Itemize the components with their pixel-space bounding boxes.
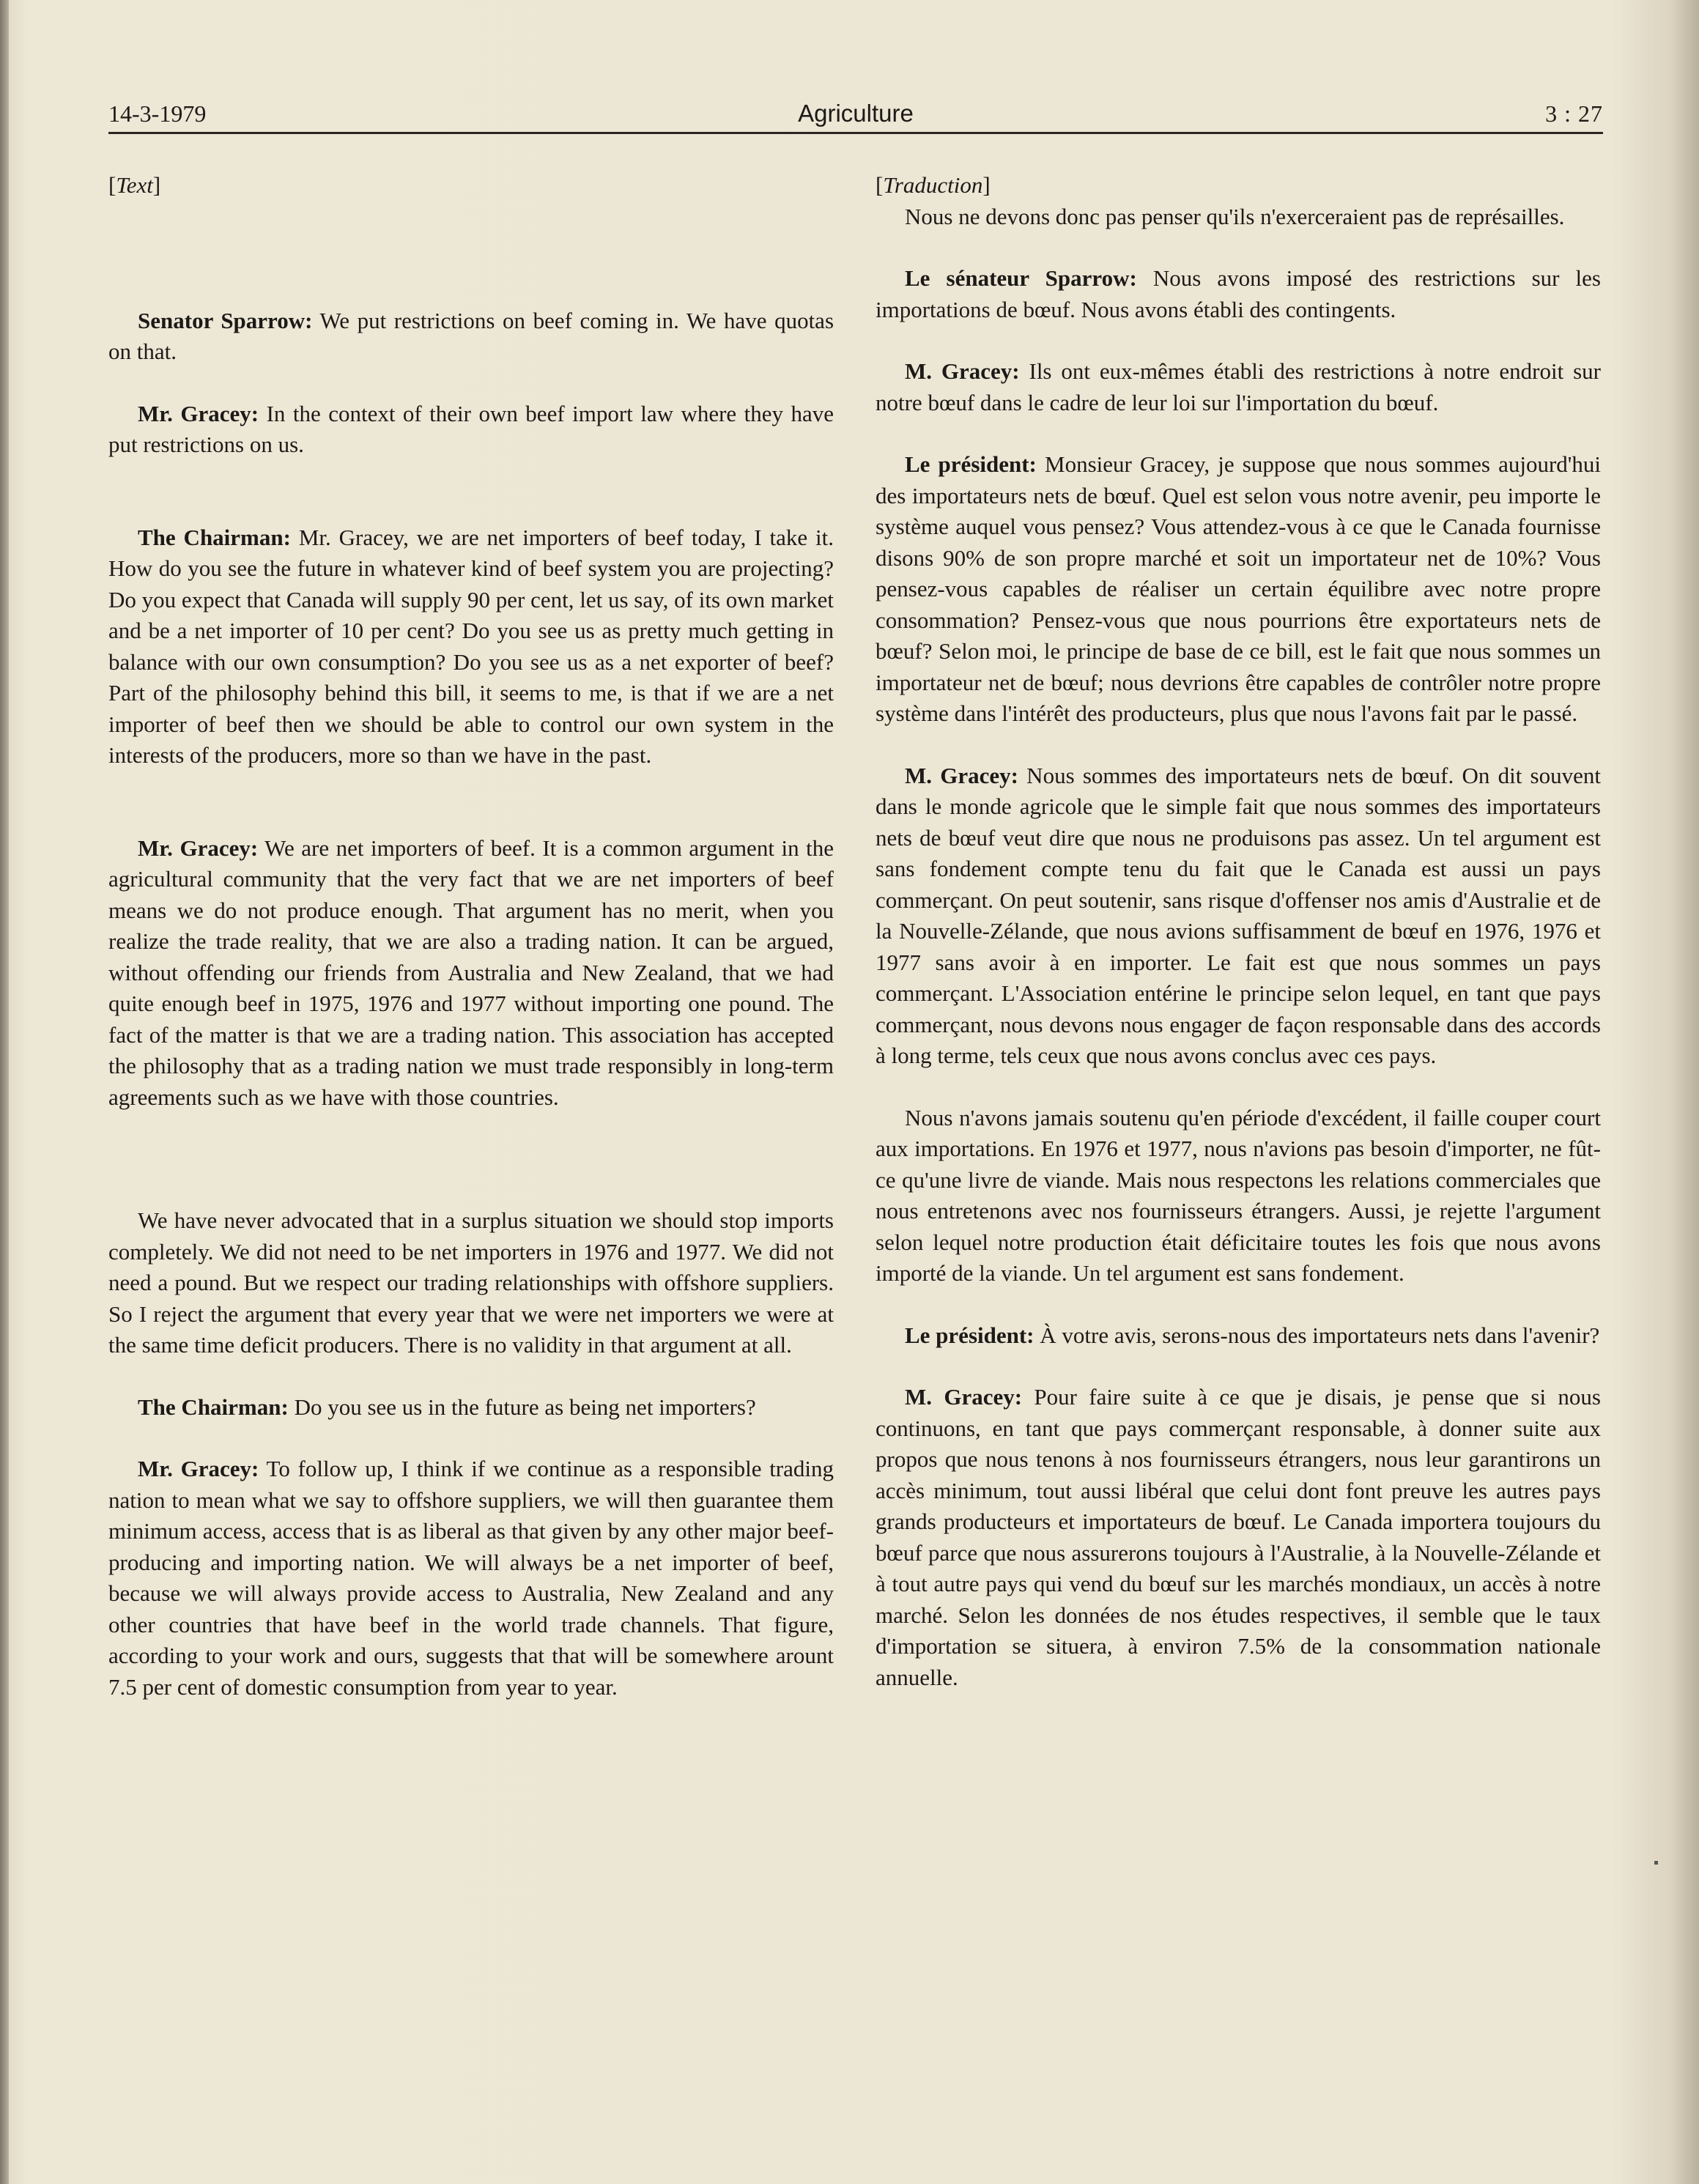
paragraph-gracey-3-fr [876,1382,1601,1693]
paragraph-text: Nous sommes des importateurs nets de bœuf. On dit souvent dans le monde agricole que le simple fait que nous sommes des importateurs nets de bœuf veut dire que nous ne produisons pas assez. Un tel argument est sans fondement compte tenu du fait que le Canada est aussi un pays commerçant. On peut soutenir, sans risque d'offenser nos amis d'Australie et de la Nouvelle-Zélande, que nous avions suffisamment de bœuf en 1976, 1976 et 1977 sans avoir à en importer. Le fait est que nous sommes un pays commerçant. L'Association entérine le principe selon lequel, en tant que pays commerçant, nous devons nous engager de façon responsable dans des accords à long terme, tels ceux que nous avons conclus avec ces pays. [876,762,1601,1068]
paragraph-text: Pour faire suite à ce que je disais, je pense que si nous continuons, en tant que pays commerçant responsable, à donner suite aux propos que nous tenons à nos fournisseurs étrangers, nous leur garantirons un accès minimum, tout aussi libéral que celui dont font preuve les autres pays grands producteurs et importateurs de bœuf. Le Canada importera toujours du bœuf parce que nous assurerons toujours à l'Australie, à la Nouvelle-Zélande et à tout autre pays qui vend du bœuf sur les marchés mondiaux, un accès à notre marché. Selon les données de nos études respectives, il semble que le taux d'importation se situera, à environ 7.5% de la consommation nationale annuelle. [876,1384,1601,1690]
traduction-marker: [Traduction] [876,172,991,198]
paragraph-text: Do you see us in the future as being net importers? [288,1393,756,1420]
speaker-name: Le président: [905,451,1037,477]
paragraph-represailles [876,201,1601,233]
paragraph-president-2-fr [876,1320,1601,1352]
paragraph-continuation-fr [876,1103,1601,1289]
speaker-name: Senator Sparrow: [138,307,313,333]
paragraph-sparrow-fr [876,263,1601,325]
paragraph-text: To follow up, I think if we continue as a responsible trading nation to mean what we say to offshore suppliers, we will then guarantee them minimum access, access that is as liberal as that given by any other major beef-producing and importing nation. We will always be a net importer of beef, because we will always provide access to Australia, New Zealand and any other countries that have beef in the world trade channels. That figure, according to your work and ours, suggests that that will be somewhere arount 7.5 per cent of domestic consumption from year to year. [108,1456,834,1700]
french-column [876,170,1601,1693]
paragraph-text: Nous ne devons donc pas penser qu'ils n'exerceraient pas de représailles. [905,203,1565,229]
speaker-name: Mr. Gracey: [138,1456,259,1481]
speaker-name: Le président: [905,1322,1034,1348]
paragraph-chairman-2 [108,1392,834,1424]
paragraph-text: We are net importers of beef. It is a common argument in the agricultural community that the very fact that we are net importers of beef means we do not produce enough. That argument has no merit, when you realize the trade reality, that we are also a trading nation. It can be argued, without offending our friends from Australia and New Zealand, that we had quite enough beef in 1975, 1976 and 1977 without importing one pound. The fact of the matter is that we are a trading nation. This association has accepted the philosophy that as a trading nation we must trade responsibly in long-term agreements such as we have with those countries. [108,834,834,1110]
paragraph-text: Nous avons imposé des restrictions sur les importations de bœuf. Nous avons établi des contingents. [876,265,1601,322]
paragraph-gracey-1 [108,399,834,461]
speaker-name: M. Gracey: [905,358,1020,384]
paragraph-text: We have never advocated that in a surplus situation we should stop imports completely. We did not need to be net importers in 1976 and 1977. We did not need a pound. But we respect our trading relationships with offshore suppliers. So I reject the argument that every year that we were net importers we were at the same time deficit producers. There is no validity in that argument at all. [108,1207,834,1358]
paragraph-text: À votre avis, serons-nous des importateurs nets dans l'avenir? [1034,1322,1600,1348]
text-marker: [Text] [108,172,161,198]
speaker-name: Mr. Gracey: [138,834,259,861]
paragraph-gracey-2 [108,833,834,1114]
paragraph-text: Ils ont eux-mêmes établi des restrictions à notre endroit sur notre bœuf dans le cadre de leur loi sur l'importation du bœuf. [876,358,1601,415]
paragraph-text: Nous n'avons jamais soutenu qu'en période d'excédent, il faille couper court aux importations. En 1976 et 1977, nous n'avions pas besoin d'importer, ne fût-ce qu'une livre de viande. Mais nous respectons les relations commerciales que nous entretenons avec nos fournisseurs étrangers. Aussi, je rejette l'argument selon lequel notre production était déficitaire toutes les fois que nous avons importé de la viande. Un tel argument est sans fondement. [876,1104,1601,1286]
page-binding-edge [0,0,9,2184]
paragraph-text: Monsieur Gracey, je suppose que nous sommes aujourd'hui des importateurs nets de bœuf. Quel est selon vous notre avenir, peu importe le système auquel vous pensez? Vous attendez-vous à ce que le Canada fournisse disons 90% de son propre marché et soit un importateur net de 10%? Vous pensez-vous capables de réaliser un certain équilibre avec notre propre consommation? Pensez-vous que nous pourrions être exportateurs nets de bœuf? Selon moi, le principe de base de ce bill, est le fait que nous sommes un importateur net de bœuf; nous devrions être capables de contrôler notre propre système dans l'intérêt des producteurs, plus que nous l'avons fait par le passé. [876,451,1602,726]
paragraph-gracey-2-fr [876,760,1601,1072]
traduction-marker-label: Traduction [883,172,983,198]
paragraph-president-1-fr [876,449,1601,730]
speaker-name: M. Gracey: [905,762,1018,788]
page-header [108,94,1603,134]
paragraph-continuation [108,1205,834,1361]
paragraph-gracey-1-fr [876,356,1601,418]
speaker-name: Mr. Gracey: [138,400,259,426]
speaker-name: The Chairman: [138,524,291,550]
paragraph-text: Mr. Gracey, we are net importers of beef today, I take it. How do you see the future in whatever kind of beef system you are projecting? Do you expect that Canada will supply 90 per cent, let us say, of its own market and be a net importer of 10 per cent? Do you see us as pretty much getting in balance with our own consumption? Do you see us as a net exporter of beef? Part of the philosophy behind this bill, it seems to me, is that if we are a net importer of beef then we should be able to control our own system in the interests of the producers, more so than we have in the past. [108,524,834,768]
paragraph-gracey-3 [108,1454,834,1703]
text-marker-label: Text [116,172,153,198]
header-page-number: 3 : 27 [1545,100,1603,127]
paragraph-sparrow [108,306,834,368]
english-column [108,170,834,1703]
speaker-name: M. Gracey: [905,1384,1023,1410]
paragraph-chairman-1 [108,522,834,771]
paragraph-text: In the context of their own beef import law where they have put restrictions on us. [108,400,834,457]
speaker-name: The Chairman: [138,1393,289,1420]
scan-speck [1654,1861,1658,1865]
paragraph-text: We put restrictions on beef coming in. We have quotas on that. [108,307,834,364]
speaker-name: Le sénateur Sparrow: [905,265,1137,291]
header-date: 14-3-1979 [108,100,207,127]
header-title: Agriculture [798,100,914,127]
